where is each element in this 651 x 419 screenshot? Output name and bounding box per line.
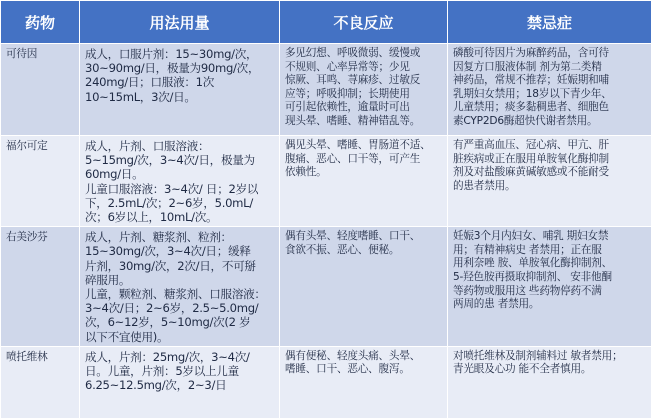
table-row xyxy=(1,44,651,136)
adverse-cell xyxy=(280,136,448,227)
text-line: 儿童口服溶液：3~4次/ 日；2岁以 xyxy=(85,182,275,196)
text-line: 两周的患 者禁用。 xyxy=(453,298,647,312)
text-line: 不规则、心率异常等；少见 xyxy=(285,61,443,75)
text-line: 次；6岁以上，10mL/次。 xyxy=(85,210,275,224)
header-usage: 用法用量 xyxy=(80,1,280,44)
text-line: 成人，片剂：25mg/次，3~4次/ xyxy=(85,350,275,364)
text-line: 剂及对盐酸麻黄碱敏感或不能耐受 xyxy=(453,166,647,180)
text-line: 青光眼及心功 能不全者慎用。 xyxy=(453,363,647,377)
text-line: 用；有精神病史 者禁用；正在服 xyxy=(453,244,647,258)
text-line: 下，2.5mL/次；2~6岁，5.0mL/ xyxy=(85,196,275,210)
adverse-cell xyxy=(280,346,448,418)
text-line: 嗜睡、口干、恶心、腹泻。 xyxy=(285,363,443,377)
usage-cell xyxy=(80,44,280,136)
text-line: 现头晕、嗜睡、精神错乱等。 xyxy=(285,115,443,129)
text-line: 神药品，常规不推荐；妊娠期和哺 xyxy=(453,74,647,88)
drug-name: 右美沙芬 xyxy=(1,227,80,347)
text-line: 3~4次/日；2~6岁，2.5~5.0mg/ xyxy=(85,301,275,315)
text-line: 偶有便秘、轻度头痛、头晕、 xyxy=(285,350,443,364)
contraindication-cell xyxy=(448,136,651,227)
text-line: 6.25~12.5mg/次，2~3/日 xyxy=(85,378,275,392)
header-row xyxy=(1,1,651,44)
contraindication-cell xyxy=(448,44,651,136)
header-adverse: 不良反应 xyxy=(280,1,448,44)
text-line: 因复方口服液体制 剂为第二类精 xyxy=(453,61,647,75)
text-line: 片剂，30mg/次，2次/日，不可掰 xyxy=(85,259,275,273)
text-line: 等药物或服用这 些药物停药不满 xyxy=(453,285,647,299)
text-line: 惊厥、耳鸣、荨麻疹、过敏反 xyxy=(285,74,443,88)
adverse-cell xyxy=(280,227,448,347)
text-line: 日。儿童，片剂：5岁以上儿童 xyxy=(85,364,275,378)
text-line: 素CYP2D6酶超快代谢者禁用。 xyxy=(453,115,647,129)
contraindication-cell xyxy=(448,346,651,418)
text-line: 腹痛、恶心、口干等，可产生 xyxy=(285,153,443,167)
text-line: 磷酸可待因片为麻醉药品，含可待 xyxy=(453,47,647,61)
drug-name: 喷托维林 xyxy=(1,346,80,418)
text-line: 的患者禁用。 xyxy=(453,180,647,194)
text-line: 60mg/日。 xyxy=(85,167,275,181)
text-line: 以下不宜使用)。 xyxy=(85,330,275,344)
text-line: 食欲不振、恶心、便秘。 xyxy=(285,244,443,258)
text-line: 脏疾病或正在服用单胺氧化酶抑制 xyxy=(453,153,647,167)
text-line: 对喷托维林及制剂辅料过 敏者禁用； xyxy=(453,350,647,364)
text-line: 240mg/日；口服液：1次 xyxy=(85,75,275,89)
text-line: 乳期妇女禁用；18岁以下青少年、 xyxy=(453,88,647,102)
text-line: 儿童，颗粒剂、糖浆剂、口服溶液： xyxy=(85,287,275,301)
text-line: 儿童禁用；痰多黏稠患者、细胞色 xyxy=(453,101,647,115)
contraindication-cell xyxy=(448,227,651,347)
header-drug: 药物 xyxy=(1,1,80,44)
text-line: 妊娠3个月内妇女、哺乳 期妇女禁 xyxy=(453,230,647,244)
text-line: 有严重高血压、冠心病、甲亢、肝 xyxy=(453,139,647,153)
text-line: 成人，片剂、口服溶液： xyxy=(85,139,275,153)
text-line: 5-羟色胺再摄取抑制剂、 安非他酮 xyxy=(453,271,647,285)
text-line: 次，6~12岁，5~10mg/次(2 岁 xyxy=(85,315,275,329)
text-line: 碎服用。 xyxy=(85,273,275,287)
table-row xyxy=(1,136,651,227)
table-row xyxy=(1,346,651,418)
text-line: 依赖性。 xyxy=(285,166,443,180)
adverse-cell xyxy=(280,44,448,136)
usage-cell xyxy=(80,346,280,418)
header-contraindication: 禁忌症 xyxy=(448,1,651,44)
text-line: 可引起依赖性，逾量时可出 xyxy=(285,101,443,115)
text-line: 用利奈唑 胺、单胺氧化酶抑制剂、 xyxy=(453,257,647,271)
text-line: 应等；呼吸抑制；长期使用 xyxy=(285,88,443,102)
text-line: 偶有头晕、轻度嗜睡、口干、 xyxy=(285,230,443,244)
text-line: 成人，片剂、糖浆剂、粒剂： xyxy=(85,230,275,244)
text-line: 多见幻想、呼吸微弱、缓慢或 xyxy=(285,47,443,61)
text-line: 10~15mL，3次/日。 xyxy=(85,90,275,104)
drug-name: 福尔可定 xyxy=(1,136,80,227)
text-line: 成人，口服片剂：15~30mg/次， xyxy=(85,47,275,61)
table-row xyxy=(1,227,651,347)
text-line: 5~15mg/次，3~4次/日，极量为 xyxy=(85,153,275,167)
text-line: 15~30mg/次，3~4次/日；缓释 xyxy=(85,244,275,258)
drug-name: 可待因 xyxy=(1,44,80,136)
usage-cell xyxy=(80,136,280,227)
usage-cell xyxy=(80,227,280,347)
text-line: 偶见头晕、嗜睡、胃肠道不适、 xyxy=(285,139,443,153)
text-line: 30~90mg/日，极量为90mg/次， xyxy=(85,61,275,75)
